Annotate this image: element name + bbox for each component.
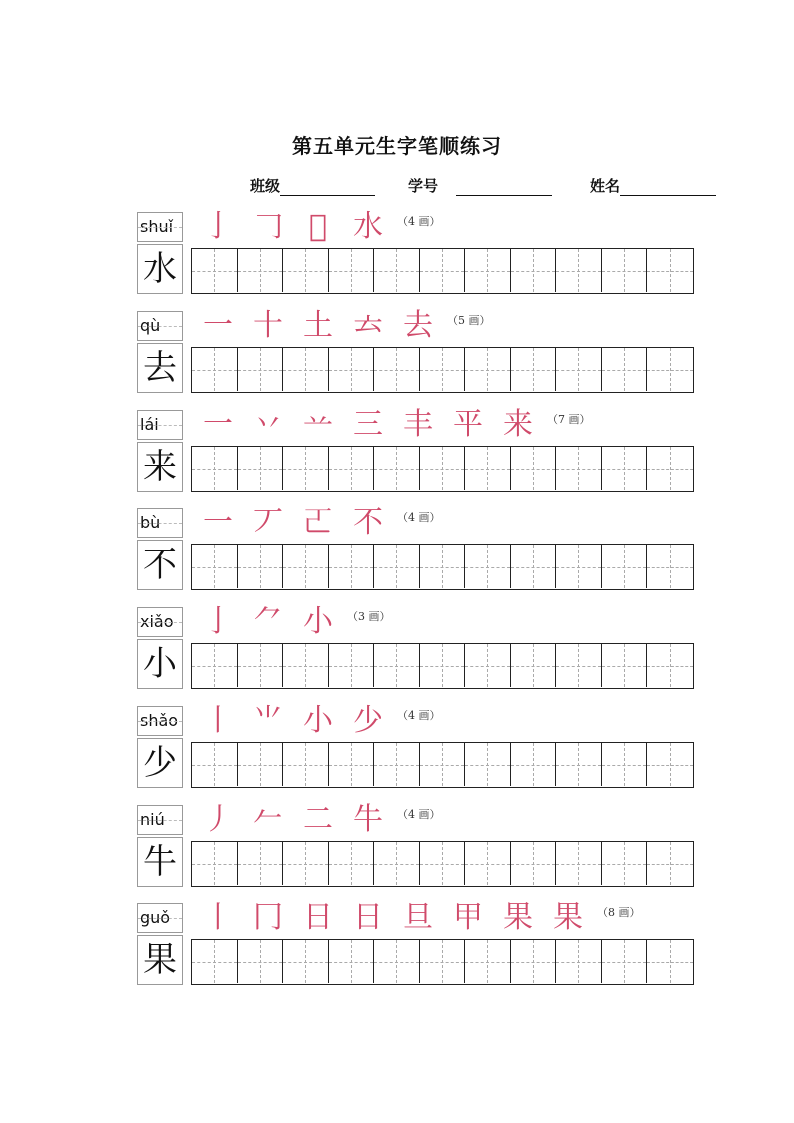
practice-cell[interactable] [374, 644, 420, 687]
practice-cell[interactable] [647, 644, 693, 687]
pinyin-box [137, 508, 183, 538]
practice-cell[interactable] [329, 842, 375, 885]
practice-grid [191, 544, 694, 590]
practice-cell[interactable] [192, 447, 238, 490]
practice-grid [191, 939, 694, 985]
class-label: 班级 [250, 177, 281, 195]
character-box: 去 [137, 343, 183, 393]
practice-cell[interactable] [647, 940, 693, 983]
pinyin-text: xiǎo [140, 612, 174, 631]
practice-cell[interactable] [238, 940, 284, 983]
practice-cell[interactable] [329, 743, 375, 786]
stroke-step: 少 [353, 703, 383, 738]
practice-cell[interactable] [556, 447, 602, 490]
pinyin-text: lái [140, 415, 159, 434]
practice-grid [191, 248, 694, 294]
stroke-step: 小 [303, 703, 333, 738]
practice-cell[interactable] [556, 545, 602, 588]
practice-cell[interactable] [465, 348, 511, 391]
character-box: 不 [137, 540, 183, 590]
practice-cell[interactable] [511, 545, 557, 588]
stroke-step: 甲 [453, 900, 483, 935]
practice-cell[interactable] [329, 249, 375, 292]
class-blank[interactable] [280, 179, 375, 196]
practice-cell[interactable] [374, 447, 420, 490]
practice-cell[interactable] [192, 743, 238, 786]
practice-cell[interactable] [420, 545, 466, 588]
practice-cell[interactable] [283, 348, 329, 391]
class-field [250, 175, 375, 199]
stroke-count: （5 画） [447, 314, 491, 327]
stroke-step: 丷 [253, 407, 283, 442]
practice-cell[interactable] [602, 348, 648, 391]
practice-cell[interactable] [420, 249, 466, 292]
practice-cell[interactable] [602, 940, 648, 983]
practice-cell[interactable] [602, 842, 648, 885]
stroke-step: 丨 [203, 900, 233, 935]
stroke-order [193, 309, 491, 343]
stroke-step: 日 [353, 900, 383, 935]
practice-cell[interactable] [329, 644, 375, 687]
practice-cell[interactable] [374, 249, 420, 292]
practice-cell[interactable] [511, 644, 557, 687]
practice-cell[interactable] [283, 940, 329, 983]
practice-cell[interactable] [192, 644, 238, 687]
practice-cell[interactable] [556, 940, 602, 983]
practice-cell[interactable] [465, 940, 511, 983]
pinyin-box [137, 212, 183, 242]
stroke-step: 小 [303, 604, 333, 639]
practice-cell[interactable] [556, 249, 602, 292]
practice-cell[interactable] [374, 348, 420, 391]
practice-cell[interactable] [511, 447, 557, 490]
practice-grid [191, 841, 694, 887]
pinyin-text: niú [140, 810, 165, 829]
practice-cell[interactable] [465, 743, 511, 786]
stroke-step: ⺈ [253, 604, 283, 639]
stroke-count: （7 画） [547, 413, 591, 426]
practice-cell[interactable] [238, 249, 284, 292]
practice-grid [191, 643, 694, 689]
stroke-order [193, 901, 641, 935]
practice-grid [191, 742, 694, 788]
practice-cell[interactable] [329, 940, 375, 983]
stroke-step: 冂 [253, 900, 283, 935]
practice-cell[interactable] [465, 447, 511, 490]
practice-cell[interactable] [329, 447, 375, 490]
stroke-step: 旦 [403, 900, 433, 935]
practice-cell[interactable] [465, 842, 511, 885]
stroke-step: 𠀀 [303, 505, 333, 540]
practice-cell[interactable] [556, 644, 602, 687]
practice-cell[interactable] [283, 545, 329, 588]
stroke-step: 牛 [353, 802, 383, 837]
stroke-step: 丿 [203, 802, 233, 837]
pinyin-box [137, 311, 183, 341]
practice-cell[interactable] [556, 348, 602, 391]
student-id-blank[interactable] [456, 179, 552, 196]
pinyin-text: guǒ [140, 908, 171, 927]
stroke-step: 一 [203, 407, 233, 442]
practice-cell[interactable] [374, 940, 420, 983]
practice-grid [191, 347, 694, 393]
stroke-count: （4 画） [397, 808, 441, 821]
practice-cell[interactable] [374, 545, 420, 588]
practice-cell[interactable] [465, 644, 511, 687]
practice-cell[interactable] [602, 447, 648, 490]
practice-cell[interactable] [374, 743, 420, 786]
practice-cell[interactable] [374, 842, 420, 885]
stroke-step: 果 [503, 900, 533, 935]
practice-cell[interactable] [238, 447, 284, 490]
practice-cell[interactable] [192, 348, 238, 391]
practice-cell[interactable] [283, 743, 329, 786]
practice-cell[interactable] [283, 842, 329, 885]
practice-cell[interactable] [602, 249, 648, 292]
character-box: 少 [137, 738, 183, 788]
practice-cell[interactable] [465, 545, 511, 588]
student-id-field [408, 175, 552, 199]
practice-cell[interactable] [238, 545, 284, 588]
stroke-step: 土 [303, 308, 333, 343]
practice-cell[interactable] [192, 842, 238, 885]
character-box: 果 [137, 935, 183, 985]
practice-cell[interactable] [192, 249, 238, 292]
pinyin-box [137, 607, 183, 637]
pinyin-box [137, 805, 183, 835]
practice-cell[interactable] [329, 545, 375, 588]
stroke-step: 来 [503, 407, 533, 442]
practice-cell[interactable] [420, 348, 466, 391]
stroke-step: ⺌ [253, 703, 283, 738]
practice-cell[interactable] [420, 743, 466, 786]
practice-cell[interactable] [647, 743, 693, 786]
practice-cell[interactable] [192, 545, 238, 588]
stroke-step: 十 [253, 308, 283, 343]
practice-cell[interactable] [511, 940, 557, 983]
pinyin-text: shǎo [140, 711, 179, 730]
stroke-count: （3 画） [347, 610, 391, 623]
stroke-step: 𠃌 [253, 209, 283, 244]
character-box: 水 [137, 244, 183, 294]
practice-cell[interactable] [602, 545, 648, 588]
stroke-step: 水 [353, 209, 383, 244]
stroke-step: 𣱵 [308, 209, 327, 244]
stroke-step: 𠂉 [253, 802, 283, 837]
stroke-step: 丰 [403, 407, 433, 442]
practice-cell[interactable] [556, 743, 602, 786]
practice-cell[interactable] [329, 348, 375, 391]
stroke-step: 丨 [203, 703, 233, 738]
practice-cell[interactable] [647, 348, 693, 391]
stroke-count: （8 画） [597, 906, 641, 919]
stroke-order [193, 506, 441, 540]
pinyin-box [137, 410, 183, 440]
practice-cell[interactable] [283, 447, 329, 490]
practice-cell[interactable] [192, 940, 238, 983]
stroke-step: 三 [353, 407, 383, 442]
practice-grid [191, 446, 694, 492]
stroke-step: 𠫓 [353, 308, 383, 343]
practice-cell[interactable] [283, 249, 329, 292]
name-label: 姓名 [590, 177, 621, 195]
practice-cell[interactable] [420, 842, 466, 885]
stroke-step: 一 [203, 308, 233, 343]
practice-cell[interactable] [511, 249, 557, 292]
character-box: 小 [137, 639, 183, 689]
pinyin-text: bù [140, 513, 161, 532]
stroke-step: 一 [203, 505, 233, 540]
practice-cell[interactable] [238, 842, 284, 885]
practice-cell[interactable] [511, 743, 557, 786]
character-box: 来 [137, 442, 183, 492]
stroke-step: 不 [353, 505, 383, 540]
stroke-step: 果 [553, 900, 583, 935]
practice-cell[interactable] [602, 743, 648, 786]
stroke-count: （4 画） [397, 215, 441, 228]
practice-cell[interactable] [420, 644, 466, 687]
pinyin-text: qù [140, 316, 161, 335]
practice-cell[interactable] [238, 348, 284, 391]
stroke-step: 平 [453, 407, 483, 442]
stroke-step: 亅 [203, 604, 233, 639]
name-field [590, 175, 716, 199]
practice-cell[interactable] [283, 644, 329, 687]
practice-cell[interactable] [602, 644, 648, 687]
stroke-count: （4 画） [397, 709, 441, 722]
character-box: 牛 [137, 837, 183, 887]
practice-cell[interactable] [647, 842, 693, 885]
stroke-order [193, 210, 441, 244]
stroke-order [193, 605, 391, 639]
stroke-order [193, 803, 441, 837]
stroke-step: 二 [303, 802, 333, 837]
practice-cell[interactable] [238, 644, 284, 687]
stroke-step: 日 [303, 900, 333, 935]
practice-cell[interactable] [647, 447, 693, 490]
practice-cell[interactable] [238, 743, 284, 786]
stroke-step: 去 [403, 308, 433, 343]
stroke-order [193, 408, 591, 442]
stroke-count: （4 画） [397, 511, 441, 524]
name-blank[interactable] [620, 179, 716, 196]
practice-cell[interactable] [420, 447, 466, 490]
stroke-step: 䒑 [303, 407, 333, 442]
stroke-order [193, 704, 441, 738]
practice-cell[interactable] [511, 842, 557, 885]
practice-cell[interactable] [647, 249, 693, 292]
practice-cell[interactable] [556, 842, 602, 885]
practice-cell[interactable] [511, 348, 557, 391]
stroke-step: 丆 [253, 505, 283, 540]
pinyin-box [137, 903, 183, 933]
practice-cell[interactable] [647, 545, 693, 588]
pinyin-box [137, 706, 183, 736]
practice-cell[interactable] [420, 940, 466, 983]
student-id-label: 学号 [408, 177, 439, 195]
page-title: 第五单元生字笔顺练习 [292, 134, 502, 158]
stroke-step: 亅 [203, 209, 233, 244]
pinyin-text: shuǐ [140, 217, 174, 236]
practice-cell[interactable] [465, 249, 511, 292]
